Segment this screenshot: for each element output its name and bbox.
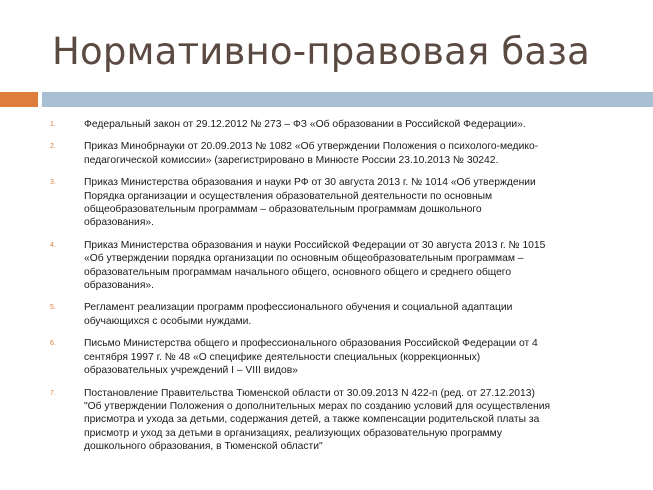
list-item-number: 2. [50, 143, 56, 151]
list-item-text [84, 176, 620, 230]
list-item-text [84, 301, 620, 328]
list-item [50, 301, 620, 328]
list-item-line: Приказ Минобрнауки от 20.09.2013 № 1082 «Об утверждении Положения о психолого-медико- [84, 141, 539, 153]
list-item-text [84, 140, 620, 167]
list-item-line: «Об утверждении порядка организации по основным общеобразовательным программам – [84, 253, 524, 265]
list-item-line: Приказ Министерства образования и науки Российской Федерации от 30 августа 2013 г. № 1015 [84, 239, 546, 251]
list-item-line: Порядка организации и осуществления образовательной деятельности по основным [84, 190, 493, 202]
list-item-line: Федеральный закон от 29.12.2012 № 273 – ФЗ «Об образовании в Российской Федерации». [84, 119, 526, 130]
document-list [50, 118, 620, 463]
list-item-line: обучающихся с особыми нуждами. [84, 315, 252, 327]
list-item-line: дошкольного образования, в Тюменской области" [84, 441, 323, 453]
list-item-text [84, 118, 620, 131]
accent-bar [0, 92, 38, 107]
list-item-line: образовательных учреждений I – VIII видов» [84, 365, 298, 377]
list-item [50, 176, 620, 230]
list-item-line: Письмо Министерства общего и профессионального образования Российской Федерации от 4 [84, 338, 538, 350]
list-item [50, 140, 620, 167]
list-item-line: присмотр и уход за детьми в организациях, реализующих образовательную программу [84, 427, 502, 439]
list-item-line: присмотра и ухода за детьми, содержания детей, а также компенсации родительской платы за [84, 414, 540, 426]
list-item [50, 387, 620, 454]
list-item-line: педагогической комиссии» (зарегистрировано в Минюсте России 23.10.2013 № 30242. [84, 154, 499, 166]
list-item-number: 6. [50, 340, 56, 348]
list-item-line: Постановление Правительства Тюменской области от 30.09.2013 N 422-п (ред. от 27.12.2013) [84, 387, 535, 399]
list-item-line: Приказ Министерства образования и науки РФ от 30 августа 2013 г. № 1014 «Об утверждении [84, 177, 536, 189]
list-item-line: "Об утверждении Положения о дополнительных мерах по созданию условий для осуществления [84, 400, 551, 412]
list-item [50, 118, 620, 131]
list-item-number: 3. [50, 179, 56, 187]
list-item-text [84, 239, 620, 293]
list-item-line: образовательным программам начального общего, основного общего и среднего общего [84, 266, 512, 278]
list-item-number: 4. [50, 241, 56, 249]
list-item-text [84, 387, 620, 454]
list-item-text [84, 337, 620, 377]
slide-title: Нормативно-правовая база [52, 30, 591, 73]
list-item-number: 7. [50, 389, 56, 397]
list-item-number: 5. [50, 304, 56, 312]
list-item-line: образования». [84, 280, 154, 292]
list-item-line: сентября 1997 г. № 48 «О специфике деятельности специальных (коррекционных) [84, 351, 481, 363]
list-item-line: общеобразовательным программам – образовательным программам дошкольного [84, 204, 482, 216]
list-item-number: 1. [50, 121, 56, 128]
list-item-line: образования». [84, 217, 154, 229]
list-item [50, 239, 620, 293]
list-item [50, 337, 620, 377]
list-item-line: Регламент реализации программ профессионального обучения и социальной адаптации [84, 302, 513, 314]
header-bar [42, 92, 653, 107]
